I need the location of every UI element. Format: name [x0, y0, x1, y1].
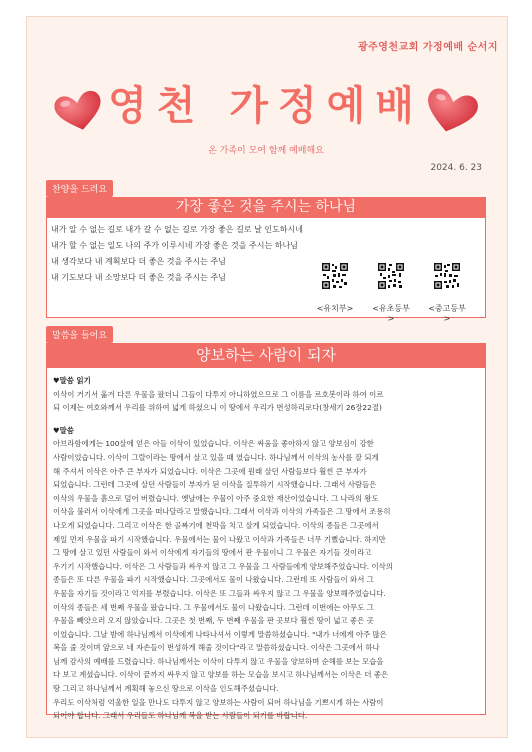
- worship-date: 2024. 6. 23: [430, 163, 482, 173]
- qr-code-icon[interactable]: [433, 262, 461, 290]
- sermon-line: 이삭의 우물을 흙으로 덮어 버렸습니다. 옛날에는 우물이 아주 중요한 재산이었습니다. 그 나라의 왕도: [53, 493, 379, 503]
- sermon-line: 이삭의 종들은 세 번째 우물을 팠습니다. 그 우물에서도 물이 나왔습니다. 그런데 이번에는 아무도 그: [53, 602, 374, 612]
- page-title: 영천 가정예배: [108, 83, 424, 129]
- qr-label: <유초등부>: [372, 304, 410, 323]
- song-lyrics-box: [46, 217, 486, 323]
- sermon-line: 되어야 합니다. 그래서 우리들도 하나님께 복을 받는 사람들이 되기를 바랍니다.: [53, 711, 308, 721]
- sermon-section-tab: 말씀을 들어요: [46, 326, 113, 343]
- sermon-line: 이삭을 불러서 이삭에게 그곳을 떠나달라고 말했습니다. 그래서 이삭과 이삭의 가족들은 그 땅에서 조용히: [53, 507, 391, 517]
- qr-label: <유치부>: [316, 304, 354, 313]
- sermon-body-box: [46, 367, 486, 721]
- lyric-line: 내가 알 수 없는 길로 내가 갈 수 없는 길로 가장 좋은 길로 날 인도하시네: [51, 225, 303, 234]
- song-section-tab: 찬양을 드려요: [46, 180, 113, 197]
- sermon-line: 나오게 되었습니다. 그리고 이삭은 한 골짜기에 천막을 치고 살게 되었습니다. 이삭의 종들은 그곳에서: [53, 520, 379, 530]
- sermon-line: 님께 감사의 예배를 드렸습니다. 하나님께서는 이삭이 다투지 않고 우물을 양보하며 순해를 보는 모습을: [53, 656, 384, 666]
- sermon-text: [53, 374, 479, 723]
- sermon-line: 이었습니다. 그날 밤에 하나님께서 이삭에게 나타나셔서 이렇게 말씀하셨습니다. "내가 너에게 아주 많은: [53, 629, 387, 639]
- page-subtitle: 온 가족이 모여 함께 예배해요: [208, 146, 324, 156]
- sermon-line: 사람이었습니다. 이삭이 그랄이라는 땅에서 살고 있을 때 였습니다. 하나님께서 이삭의 농사를 잘 되게: [53, 452, 379, 462]
- song-title: 가장 좋은 것을 주시는 하나님: [46, 197, 486, 217]
- reading-heading: ♥말씀 읽기: [53, 376, 91, 385]
- sermon-line: 다 보고 계셨습니다. 이삭이 끝까지 싸우지 않고 양보를 하는 모습을 보시고 하나님께서는 이삭은 더 좋은: [53, 670, 389, 680]
- sermon-title: 양보하는 사람이 되자: [46, 343, 486, 367]
- qr-code-icon[interactable]: [377, 262, 405, 290]
- sermon-line: 그 땅에 살고 있던 사람들이 와서 이삭에게 자기들의 땅에서 판 우물이니 그 우물은 자기들 것이라고: [53, 548, 372, 558]
- lyric-line: 내가 할 수 없는 일도 나의 주가 이루시네 가장 좋은 것을 주시는 하나님: [51, 241, 298, 250]
- sermon-line: 종들은 또 다른 우물을 파기 시작했습니다. 그곳에서도 물이 나왔습니다. 그런데 또 사람들이 와서 그: [53, 575, 374, 585]
- sermon-line: 우물을 빼앗으러 오지 않았습니다. 그곳은 첫 번째, 두 번째 우물을 판 곳보다 훨씬 땅이 넓고 좋은 곳: [53, 616, 374, 626]
- sermon-line: 제일 먼저 우물을 파기 시작했습니다. 우물에서는 물이 나왔고 이삭과 가족들은 너무 기뻤습니다. 하지만: [53, 534, 386, 544]
- sermon-line: 복을 줄 것이며 앞으로 네 자손들이 번성하게 해줄 것이다"라고 말씀하셨습니다. 이삭은 그곳에서 하나: [53, 643, 380, 653]
- qr-code-icon[interactable]: [321, 262, 349, 290]
- reading-line: 되 이제는 여호와께서 우리를 위하여 넓게 하셨으니 이 땅에서 우리가 번성하리로다(창세기 26장22절): [53, 403, 382, 413]
- lyric-line: 내 기도보다 내 소망보다 더 좋은 것을 주시는 주님: [51, 273, 226, 282]
- sermon-line: 아브라함에게는 100살에 얻은 아들 이삭이 있었습니다. 이삭은 싸움을 좋아하지 않고 양보심이 강한: [53, 439, 374, 449]
- body-heading: ♥말씀: [53, 425, 74, 435]
- sermon-line: 해 주셔서 이삭은 아주 큰 부자가 되었습니다. 이삭은 그곳에 원래 살던 사람들보다 훨씬 큰 부자가: [53, 466, 367, 476]
- sermon-line: 우리도 이삭처럼 억울한 일을 만나도 다투지 않고 양보하는 사람이 되어 하나님을 기쁘시게 하는 사람이: [53, 697, 384, 707]
- sermon-line: 되었습니다. 그런데 그곳에 살던 사람들이 부자가 된 이삭을 질투하기 시작했습니다. 그래서 사람들은: [53, 480, 377, 490]
- sermon-line: 땅 그리고 하나님께서 계획해 놓으신 땅으로 이삭을 인도해주셨습니다.: [53, 684, 279, 694]
- sermon-line: 우물을 자기들 것이라고 억지를 부렸습니다. 이삭은 또 그들과 싸우지 않고 그 우물을 양보해주었습니다.: [53, 588, 386, 598]
- sermon-line: 우기기 시작했습니다. 이삭은 그 사람들과 싸우지 않고 그 우물을 그 사람들에게 양보해주었습니다. 이삭의: [53, 561, 393, 571]
- qr-label: <중고등부>: [428, 304, 466, 323]
- lyric-line: 내 생각보다 내 계획보다 더 좋은 것을 주시는 주님: [51, 257, 226, 266]
- organization-label: 광주영천교회 가정예배 순서지: [357, 42, 498, 53]
- reading-line: 이삭이 거기서 옮겨 다른 우물을 팠더니 그들이 다투지 아니하였으므로 그 이름을 르호봇이라 하여 이르: [53, 389, 384, 399]
